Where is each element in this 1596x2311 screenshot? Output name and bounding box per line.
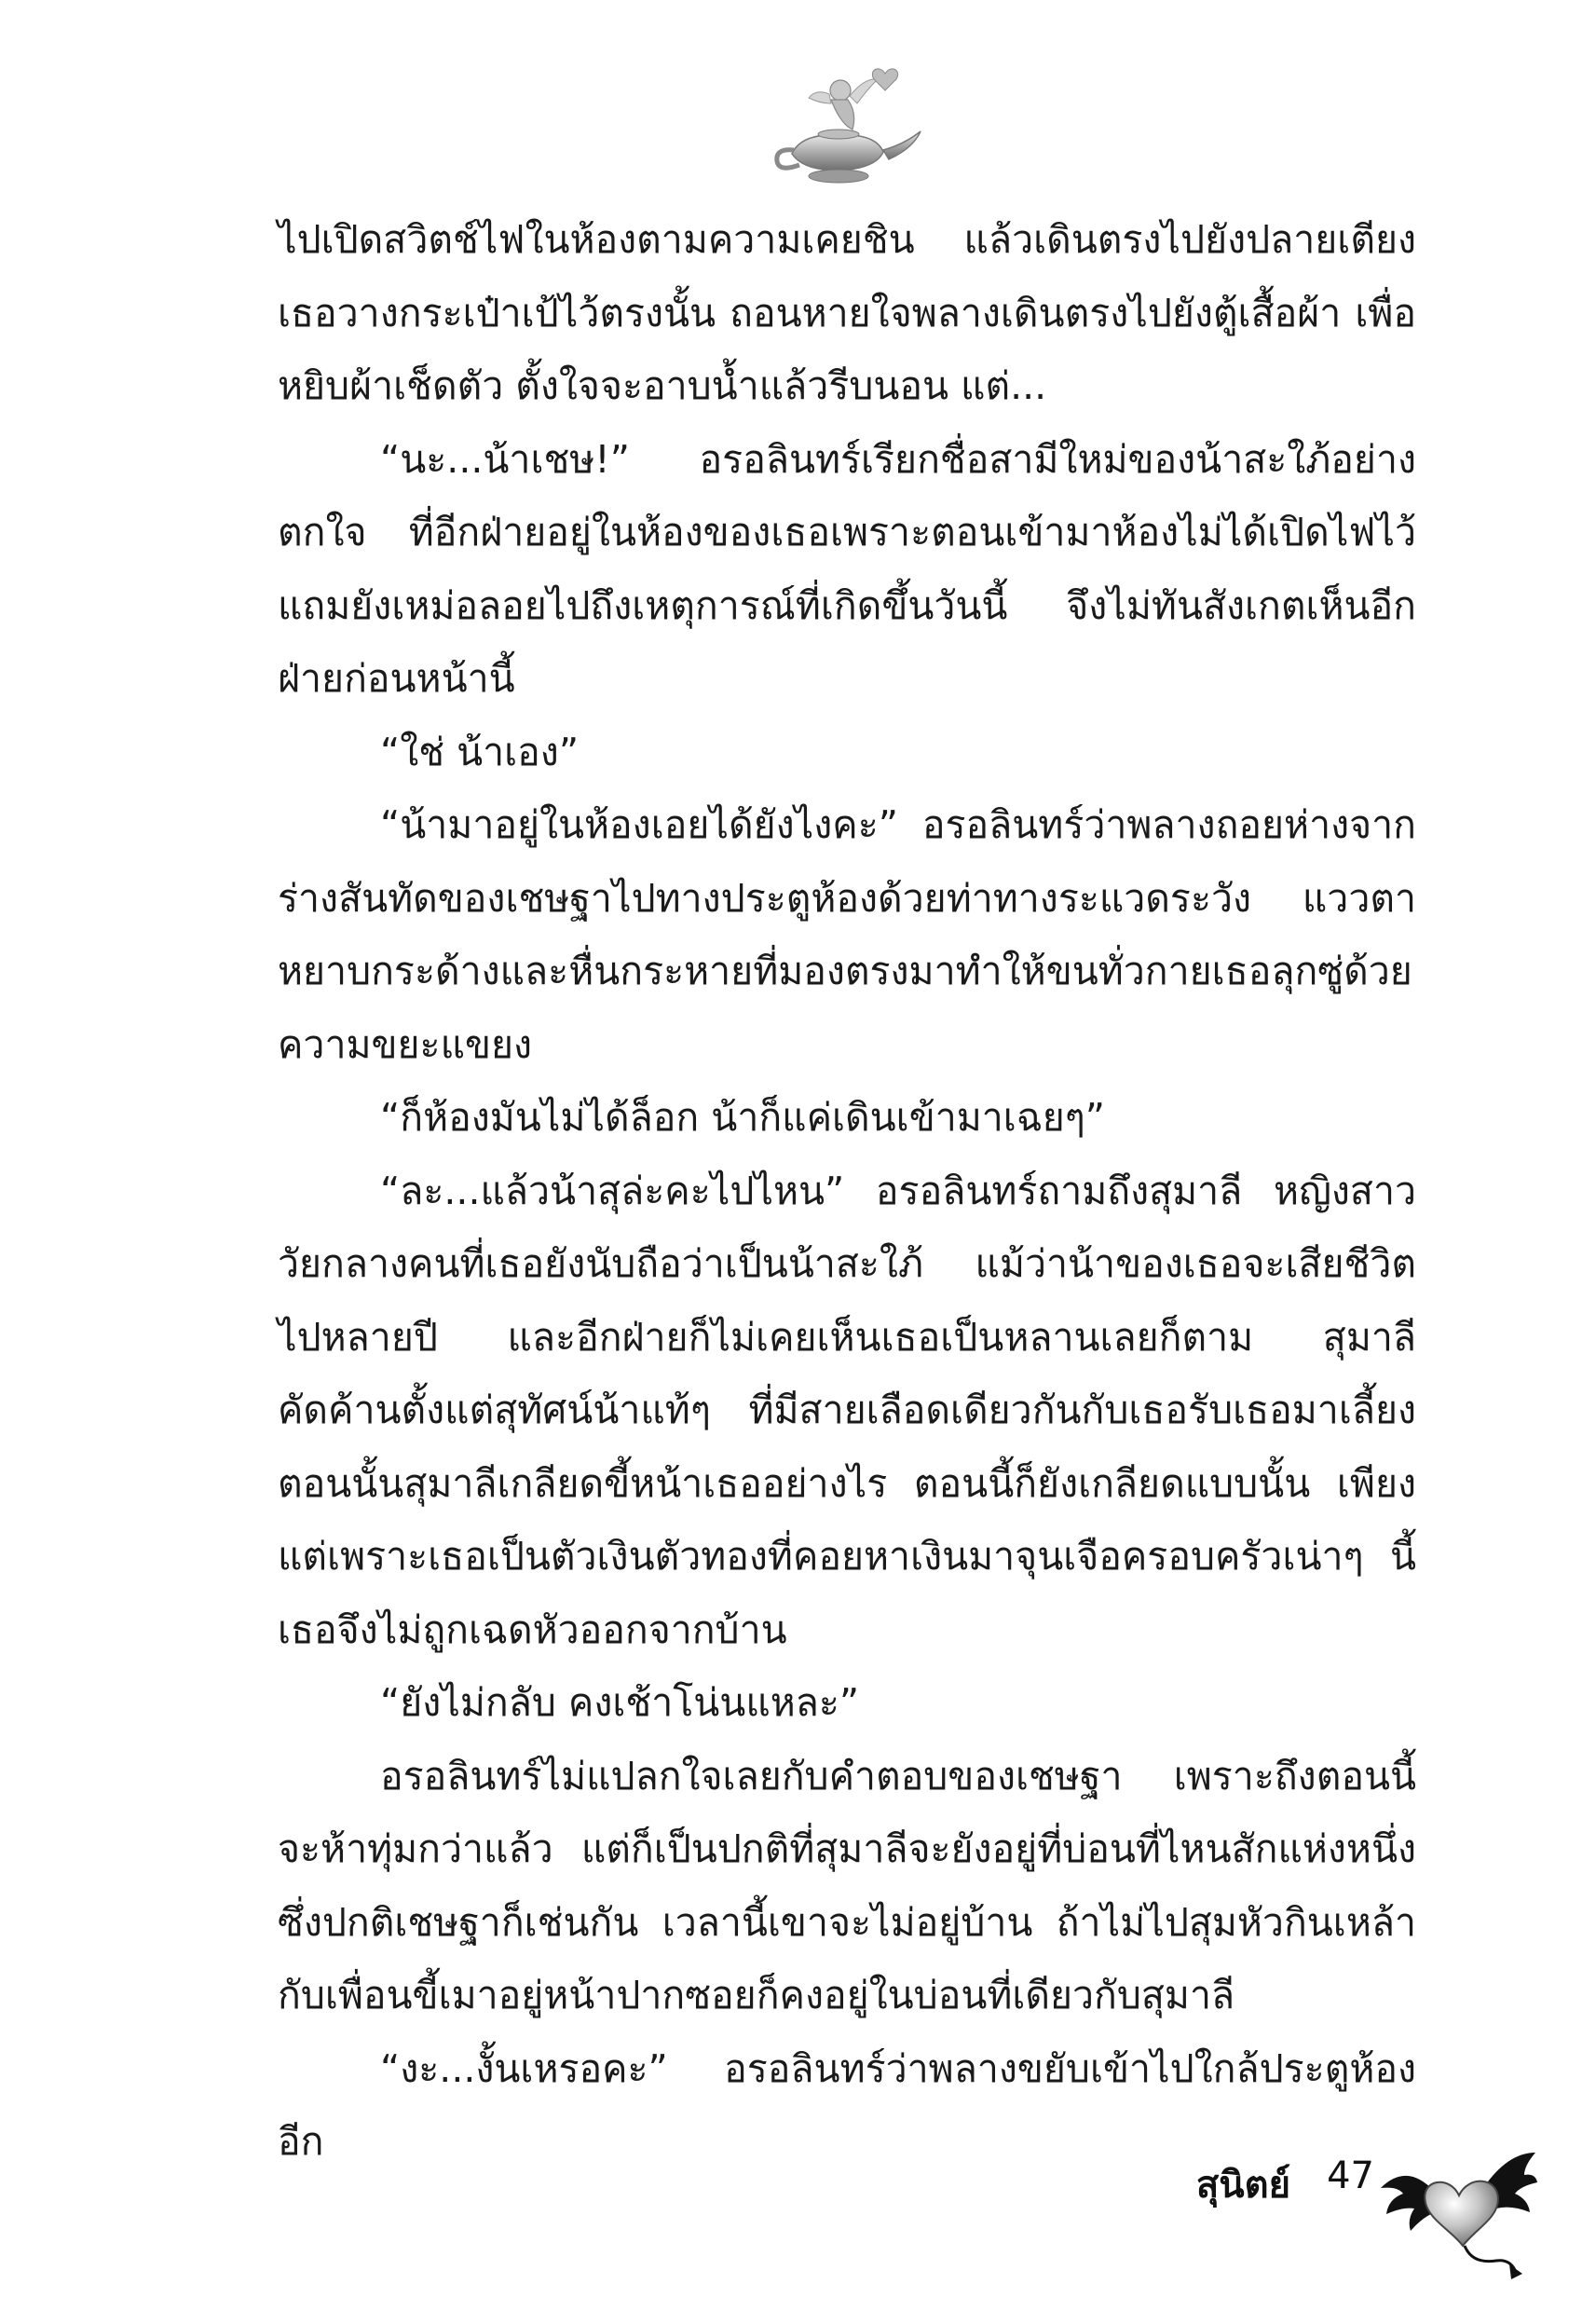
paragraph: ไปเปิดสวิตช์ไฟในห้องตามความเคยชิน แล้วเดินตรงไปยังปลายเตียง เธอวางกระเป๋าเป้ไว้ตรงนั้น ถอนหายใจพลางเดินตรงไปยังตู้เสื้อผ้า เพื่อหยิบผ้าเช็ดตัว ตั้งใจจะอาบน้ำแล้วรีบนอน แต่... [278, 217, 1416, 408]
body-text [278, 203, 1416, 2179]
paragraph: “ก็ห้องมันไม่ได้ล็อก น้าก็แค่เดินเข้ามาเฉยๆ” [380, 1095, 1106, 1140]
paragraph: “น้ามาอยู่ในห้องเอยได้ยังไงคะ” อรอลินทร์ว่าพลางถอยห่างจากร่างสันทัดของเชษฐาไปทางประตูห้องด้วยท่าทางระแวดระวัง แววตาหยาบกระด้างและหื่นกระหายที่มองตรงมาทำให้ขนทั่วกายเธอลุกซู่ด้วยความขยะแขยง [278, 802, 1416, 1067]
winged-heart-icon [1379, 2134, 1537, 2283]
page-footer [978, 2134, 1556, 2292]
cherub-lamp-ornament-icon [764, 51, 932, 191]
paragraph: “ใช่ น้าเอง” [380, 729, 580, 774]
paragraph: “งะ...งั้นเหรอคะ” อรอลินทร์ว่าพลางขยับเข้าไปใกล้ประตูห้องอีก [278, 2045, 1416, 2164]
author-name: สุนิตย์ [1195, 2164, 1290, 2207]
paragraph: “ละ...แล้วน้าสุล่ะคะไปไหน” อรอลินทร์ถามถึงสุมาลี หญิงสาววัยกลางคนที่เธอยังนับถือว่าเป็นน้าสะใภ้ แม้ว่าน้าของเธอจะเสียชีวิตไปหลายปี และอีกฝ่ายก็ไม่เคยเห็นเธอเป็นหลานเลยก็ตาม สุมาลีคัดค้านตั้งแต่สุทัศน์น้าแท้ๆ ที่มีสายเลือดเดียวกันกับเธอรับเธอมาเลี้ยง ตอนนั้นสุมาลีเกลียดขี้หน้าเธออย่างไร ตอนนี้ก็ยังเกลียดแบบนั้น เพียงแต่เพราะเธอเป็นตัวเงินตัวทองที่คอยหาเงินมาจุนเจือครอบครัวเน่าๆ นี้เธอจึงไม่ถูกเฉดหัวออกจากบ้าน [278, 1168, 1416, 1652]
paragraph: อรอลินทร์ไม่แปลกใจเลยกับคำตอบของเชษฐา เพราะถึงตอนนี้จะห้าทุ่มกว่าแล้ว แต่ก็เป็นปกติที่สุมาลีจะยังอยู่ที่บ่อนที่ไหนสักแห่งหนึ่ง ซึ่งปกติเชษฐาก็เช่นกัน เวลานี้เขาจะไม่อยู่บ้าน ถ้าไม่ไปสุมหัวกินเหล้ากับเพื่อนขี้เมาอยู่หน้าปากซอยก็คงอยู่ในบ่อนที่เดียวกับสุมาลี [278, 1753, 1416, 2017]
paragraph: “ยังไม่กลับ คงเช้าโน่นแหละ” [380, 1680, 860, 1725]
page-number: 47 [1327, 2154, 1374, 2197]
paragraph: “นะ...น้าเชษ!” อรอลินทร์เรียกชื่อสามีใหม่ของน้าสะใภ้อย่างตกใจ ที่อีกฝ่ายอยู่ในห้องของเธอเพราะตอนเข้ามาห้องไม่ได้เปิดไฟไว้ แถมยังเหม่อลอยไปถึงเหตุการณ์ที่เกิดขึ้นวันนี้ จึงไม่ทันสังเกตเห็นอีกฝ่ายก่อนหน้านี้ [278, 436, 1416, 701]
